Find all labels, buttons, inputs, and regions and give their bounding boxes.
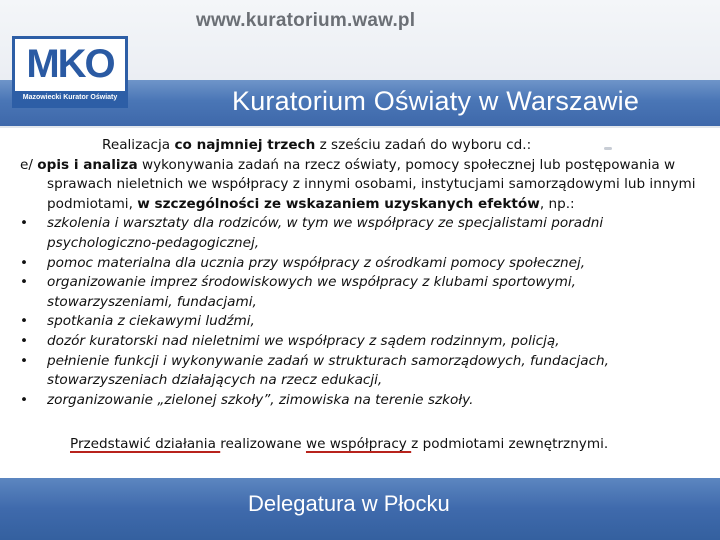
intro-line xyxy=(20,136,700,156)
page-title: Kuratorium Oświaty w Warszawie xyxy=(232,86,640,116)
task-letter: e/ xyxy=(20,156,38,173)
list-item-text: spotkania z ciekawymi ludźmi, xyxy=(47,313,255,330)
bullet-icon: • xyxy=(20,391,29,408)
logo-mark: MKO xyxy=(26,42,114,86)
site-url: www.kuratorium.waw.pl xyxy=(196,10,416,31)
task-text-a: wykonywania zadań na rzecz oświaty, pomocy społecznej lub postępowania w sprawach nieletnich we współpracy z innymi osobami, instytucjami samorządowymi lub innymi podmiotami, xyxy=(47,156,696,212)
task-bold: opis i analiza xyxy=(37,156,138,173)
list-item-text: dozór kuratorski nad nieletnimi we współpracy z sądem rodzinnym, policją, xyxy=(47,332,560,349)
list-item xyxy=(20,273,700,312)
list-item xyxy=(20,352,700,391)
task-paragraph xyxy=(20,156,700,215)
note-part-1: Przedstawić działania xyxy=(70,436,221,452)
list-item xyxy=(20,254,700,274)
logo-subtitle: Mazowiecki Kurator Oświaty xyxy=(15,91,125,105)
task-bold-b: w szczególności ze wskazaniem uzyskanych efektów xyxy=(137,195,540,212)
bullet-icon: • xyxy=(20,332,29,349)
list-item-text: szkolenia i warsztaty dla rodziców, w tym we współpracy ze specjalistami poradni psychologiczno-pedagogicznej, xyxy=(47,215,604,251)
bullet-icon: • xyxy=(20,215,29,232)
example-list xyxy=(20,214,700,410)
list-item xyxy=(20,391,700,411)
bullet-icon: • xyxy=(20,274,29,291)
intro-bold: co najmniej trzech xyxy=(174,137,316,153)
intro-suffix: z sześciu zadań do wyboru cd.: xyxy=(315,137,532,153)
main-content xyxy=(20,136,700,410)
note-part-3: we współpracy xyxy=(305,436,412,452)
list-item-text: pełnienie funkcji i wykonywanie zadań w strukturach samorządowych, fundacjach, stowarzyszeniach działających na rzecz edukacji, xyxy=(47,352,609,389)
bullet-icon: • xyxy=(20,313,29,330)
intro-prefix: Realizacja xyxy=(102,137,175,153)
footer-note xyxy=(70,436,608,452)
list-item-text: organizowanie imprez środowiskowych we współpracy z klubami sportowymi, stowarzyszeniami, fundacjami, xyxy=(47,274,576,310)
note-part-4: z podmiotami zewnętrznymi. xyxy=(411,436,609,452)
list-item-text: pomoc materialna dla ucznia przy współpracy z ośrodkami pomocy społecznej, xyxy=(47,254,586,271)
note-part-2: realizowane xyxy=(220,436,306,452)
bullet-icon: • xyxy=(20,352,29,369)
list-item xyxy=(20,214,700,253)
footer-title: Delegatura w Płocku xyxy=(248,491,450,516)
logo xyxy=(12,36,128,108)
task-text-c: , np.: xyxy=(539,195,575,212)
bullet-icon: • xyxy=(20,254,29,271)
list-item xyxy=(20,312,700,332)
list-item-text: zorganizowanie „zielonej szkoły”, zimowiska na terenie szkoły. xyxy=(47,391,474,408)
list-item xyxy=(20,332,700,352)
